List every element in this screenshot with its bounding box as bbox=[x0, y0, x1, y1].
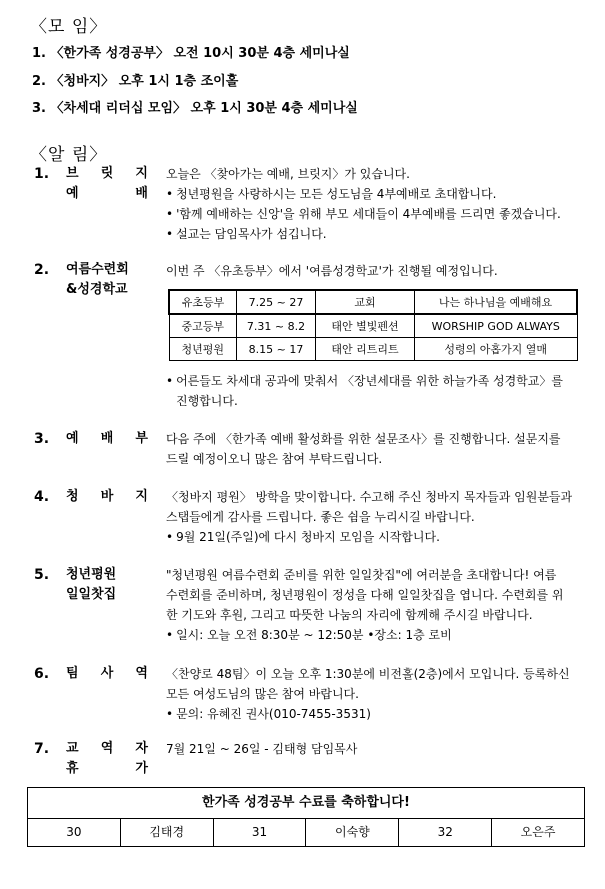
notice-number: 5. bbox=[34, 567, 50, 583]
table-cell: 유초등부 bbox=[169, 290, 237, 314]
notice-body: • 어른들도 차세대 공과에 맞춰서 〈장년세대를 위한 하늘가족 성경학교〉를 진행합니다. bbox=[166, 371, 586, 411]
notice-label: 교 역 자 휴 가 bbox=[66, 741, 148, 776]
graduation-box bbox=[27, 787, 585, 847]
graduation-cell: 이숙향 bbox=[306, 819, 399, 846]
table-row bbox=[169, 314, 577, 338]
notice-body: "청년평원 여름수련회 준비를 위한 일일찻집"에 여러분을 초대합니다! 여름 수련회를 준비하며, 청년평원이 정성을 다해 일일찻집을 엽니다. 수련회를 위 한 기도와 후원, 그리고 따뜻한 나눔의 자리에 함께해 주시길 바랍니다. • 일시: 오늘 오전 8:30분 ~ 12:50분 •장소: 1층 로비 bbox=[166, 565, 586, 645]
notice-label: 팀 사 역 bbox=[66, 666, 148, 681]
graduation-row bbox=[28, 819, 584, 846]
notice-number: 3. bbox=[34, 431, 50, 447]
graduation-cell: 김태경 bbox=[121, 819, 214, 846]
meeting-item: 2. 〈청바지〉 오후 1시 1층 조이홀 bbox=[32, 74, 239, 89]
notice-label: 예 배 부 bbox=[66, 431, 148, 446]
table-cell: 태안 별빛펜션 bbox=[316, 314, 415, 338]
table-cell: 나는 하나님을 예배해요 bbox=[415, 290, 578, 314]
notice-label: 청년평원 일일찻집 bbox=[66, 567, 117, 602]
table-cell: 청년평원 bbox=[169, 338, 237, 361]
table-cell: 태안 리트리트 bbox=[316, 338, 415, 361]
notice-body: 〈청바지 평원〉 방학을 맞이합니다. 수고해 주신 청바지 목자들과 임원분들과 스탭들에게 감사를 드립니다. 좋은 쉼을 누리시길 바랍니다. • 9월 21일(주일)에 다시 청바지 모임을 시작합니다. bbox=[166, 487, 586, 547]
notice-body: 7월 21일 ~ 26일 - 김태형 담임목사 bbox=[166, 742, 358, 756]
meeting-item: 1. 〈한가족 성경공부〉 오전 10시 30분 4층 세미나실 bbox=[32, 46, 350, 61]
table-cell: 교회 bbox=[316, 290, 415, 314]
notice-number: 7. bbox=[34, 741, 50, 757]
notice-label: 여름수련회 &성경학교 bbox=[66, 262, 129, 297]
table-cell: 성령의 아홉가지 열매 bbox=[415, 338, 578, 361]
table-row bbox=[169, 338, 577, 361]
table-row bbox=[169, 290, 577, 314]
notice-intro: 이번 주 〈유초등부〉에서 '여름성경학교'가 진행될 예정입니다. bbox=[166, 264, 498, 278]
table-cell: 7.31 ~ 8.2 bbox=[237, 314, 316, 338]
notice-body: 〈찬양로 48팀〉이 오늘 오후 1:30분에 비전홀(2층)에서 모입니다. 등록하신 모든 여성도님의 많은 참여 바랍니다. • 문의: 유혜진 권사(010-7455-3531) bbox=[166, 664, 586, 724]
notice-number: 2. bbox=[34, 262, 50, 278]
notice-number: 6. bbox=[34, 666, 50, 682]
table-cell: WORSHIP GOD ALWAYS bbox=[415, 314, 578, 338]
notice-body: 다음 주에 〈한가족 예배 활성화를 위한 설문조사〉를 진행합니다. 설문지를 드릴 예정이오니 많은 참여 부탁드립니다. bbox=[166, 432, 561, 466]
meeting-item: 3. 〈차세대 리더십 모임〉 오후 1시 30분 4층 세미나실 bbox=[32, 101, 358, 116]
vbs-schedule-table bbox=[168, 289, 578, 361]
graduation-cell: 오은주 bbox=[520, 825, 556, 839]
graduation-cell: 32 bbox=[399, 819, 492, 846]
table-cell: 중고등부 bbox=[169, 314, 237, 338]
notice-number: 1. bbox=[34, 166, 50, 182]
notice-number: 4. bbox=[34, 489, 50, 505]
meetings-title: 〈모 임〉 bbox=[30, 17, 108, 37]
notices-title: 〈알 림〉 bbox=[30, 145, 108, 165]
notice-label: 청 바 지 bbox=[66, 489, 148, 504]
graduation-cell: 30 bbox=[28, 819, 121, 846]
graduation-cell: 31 bbox=[214, 819, 307, 846]
table-cell: 8.15 ~ 17 bbox=[237, 338, 316, 361]
notice-body: 오늘은 〈찾아가는 예배, 브릿지〉가 있습니다. • 청년평원을 사랑하시는 모든 성도님을 4부예배로 초대합니다. • '함께 예배하는 신앙'을 위해 부모 세대들이 4부예배를 드리면 좋겠습니다. • 설교는 담임목사가 섬깁니다. bbox=[166, 164, 586, 244]
graduation-title: 한가족 성경공부 수료를 축하합니다! bbox=[28, 788, 584, 819]
notice-label: 브 릿 지 예 배 bbox=[66, 166, 148, 201]
table-cell: 7.25 ~ 27 bbox=[237, 290, 316, 314]
